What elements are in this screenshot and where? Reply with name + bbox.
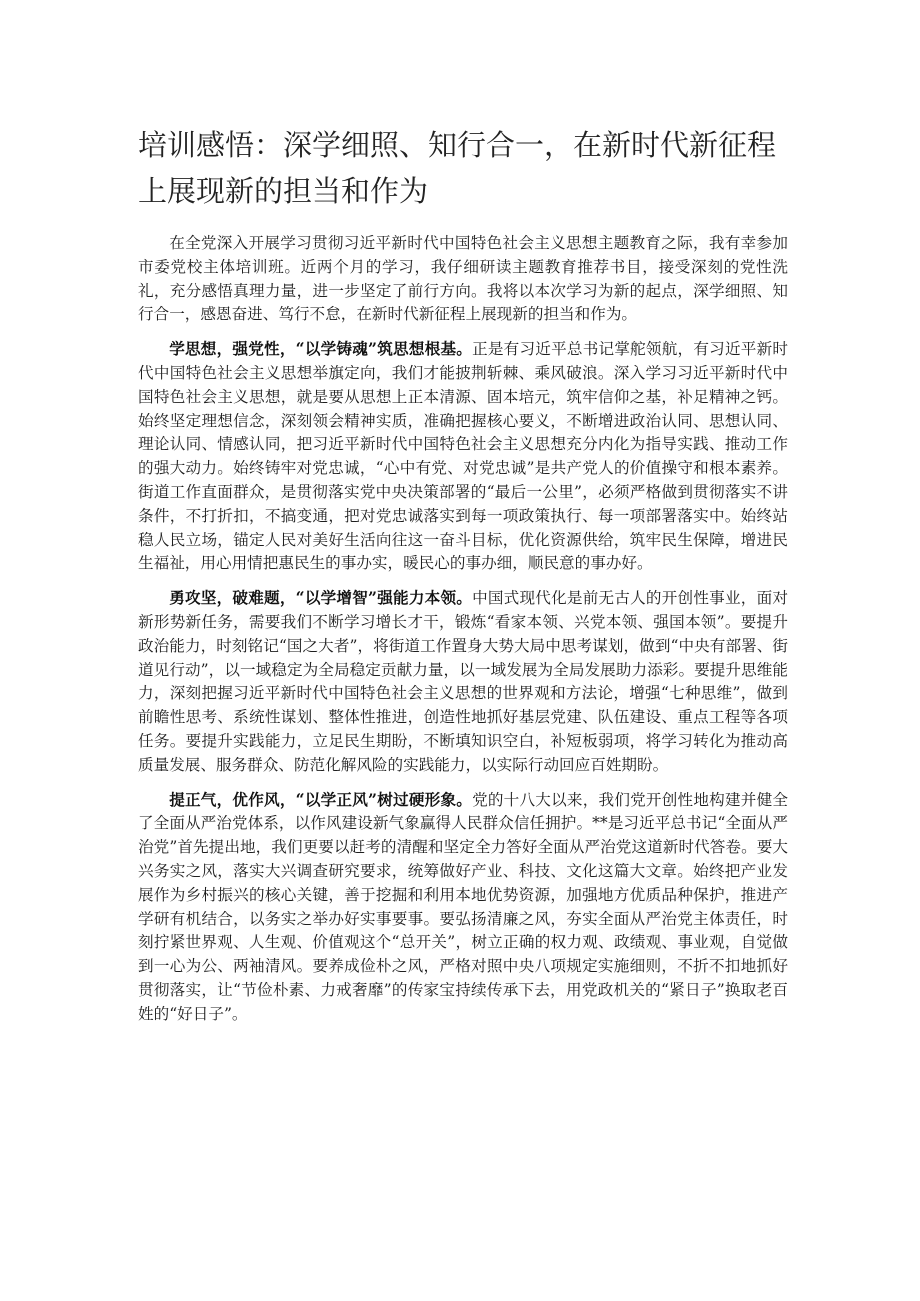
section-paragraph-2 [138, 586, 788, 777]
section-text-3: 党的十八大以来，我们党开创性地构建并健全了全面从严治党体系，以作风建设新气象赢得人民群众信任拥护。**是习近平总书记“全面从严治党”首先提出地，我们更要以赶考的清醒和坚定全力答好全面从严治党这道新时代答卷。要大兴务实之风，落实大兴调查研究要求，统筹做好产业、科技、文化这篇大文章。始终把产业发展作为乡村振兴的核心关键，善于挖掘和利用本地优势资源，加强地方优质品种保护，推进产学研有机结合，以务实之举办好实事要事。要弘扬清廉之风，夯实全面从严治党主体责任，时刻拧紧世界观、人生观、价值观这个“总开关”，树立正确的权力观、政绩观、事业观，自觉做到一心为公、两袖清风。要养成俭朴之风，严格对照中央八项规定实施细则，不折不扣地抓好贯彻落实，让“节俭朴素、力戒奢靡”的传家宝持续传承下去，用党政机关的“紧日子”换取老百姓的“好日子”。 [138, 790, 788, 1023]
section-text-1: 正是有习近平总书记掌舵领航，有习近平新时代中国特色社会主义思想举旗定向，我们才能披荆斩棘、乘风破浪。深入学习习近平新时代中国特色社会主义思想，就是要从思想上正本清源、固本培元，筑牢信仰之基，补足精神之钙。始终坚定理想信念，深刻领会精神实质，准确把握核心要义，不断增进政治认同、思想认同、理论认同、情感认同，把习近平新时代中国特色社会主义思想充分内化为指导实践、推动工作的强大动力。始终铸牢对党忠诚，“心中有党、对党忠诚”是共产党人的价值操守和根本素养。街道工作直面群众，是贯彻落实党中央决策部署的“最后一公里”，必须严格做到贯彻落实不讲条件，不打折扣，不搞变通，把对党忠诚落实到每一项政策执行、每一项部署落实中。始终站稳人民立场，锚定人民对美好生活向往这一奋斗目标，优化资源供给，筑牢民生保障，增进民生福祉，用心用情把惠民生的事办实，暖民心的事办细，顺民意的事办好。 [138, 340, 788, 573]
intro-paragraph: 在全党深入开展学习贯彻习近平新时代中国特色社会主义思想主题教育之际，我有幸参加市委党校主体培训班。近两个月的学习，我仔细研读主题教育推荐书目，接受深刻的党性洗礼，充分感悟真理力量，进一步坚定了前行方向。我将以本次学习为新的起点，深学细照、知行合一，感恩奋进、笃行不怠，在新时代新征程上展现新的担当和作为。 [138, 234, 788, 324]
document-title: 培训感悟：深学细照、知行合一，在新时代新征程上展现新的担当和作为 [138, 128, 777, 208]
section-text-2: 中国式现代化是前无古人的开创性事业，面对新形势新任务，需要我们不断学习增长才干，锻炼“看家本领、兴党本领、强国本领”。要提升政治能力，时刻铭记“国之大者”，将街道工作置身大势大局中思考谋划，做到“中央有部署、街道见行动”，以一域稳定为全局稳定贡献力量，以一域发展为全局发展助力添彩。要提升思维能力，深刻把握习近平新时代中国特色社会主义思想的世界观和方法论，增强“七种思维”，做到前瞻性思考、系统性谋划、整体性推进，创造性地抓好基层党建、队伍建设、重点工程等各项任务。要提升实践能力，立足民生期盼，不断填知识空白，补短板弱项，将学习转化为推动高质量发展、服务群众、防范化解风险的实践能力，以实际行动回应百姓期盼。 [138, 589, 788, 774]
section-lead-1: 学思想，强党性，“以学铸魂”筑思想根基。 [169, 339, 473, 359]
section-lead-2: 勇攻坚，破难题，“以学增智”强能力本领。 [169, 588, 473, 608]
section-paragraph-3 [138, 788, 788, 1027]
document-body [138, 232, 788, 1037]
section-paragraph-1 [138, 337, 788, 576]
section-lead-3: 提正气，优作风，“以学正风”树过硬形象。 [169, 789, 473, 809]
